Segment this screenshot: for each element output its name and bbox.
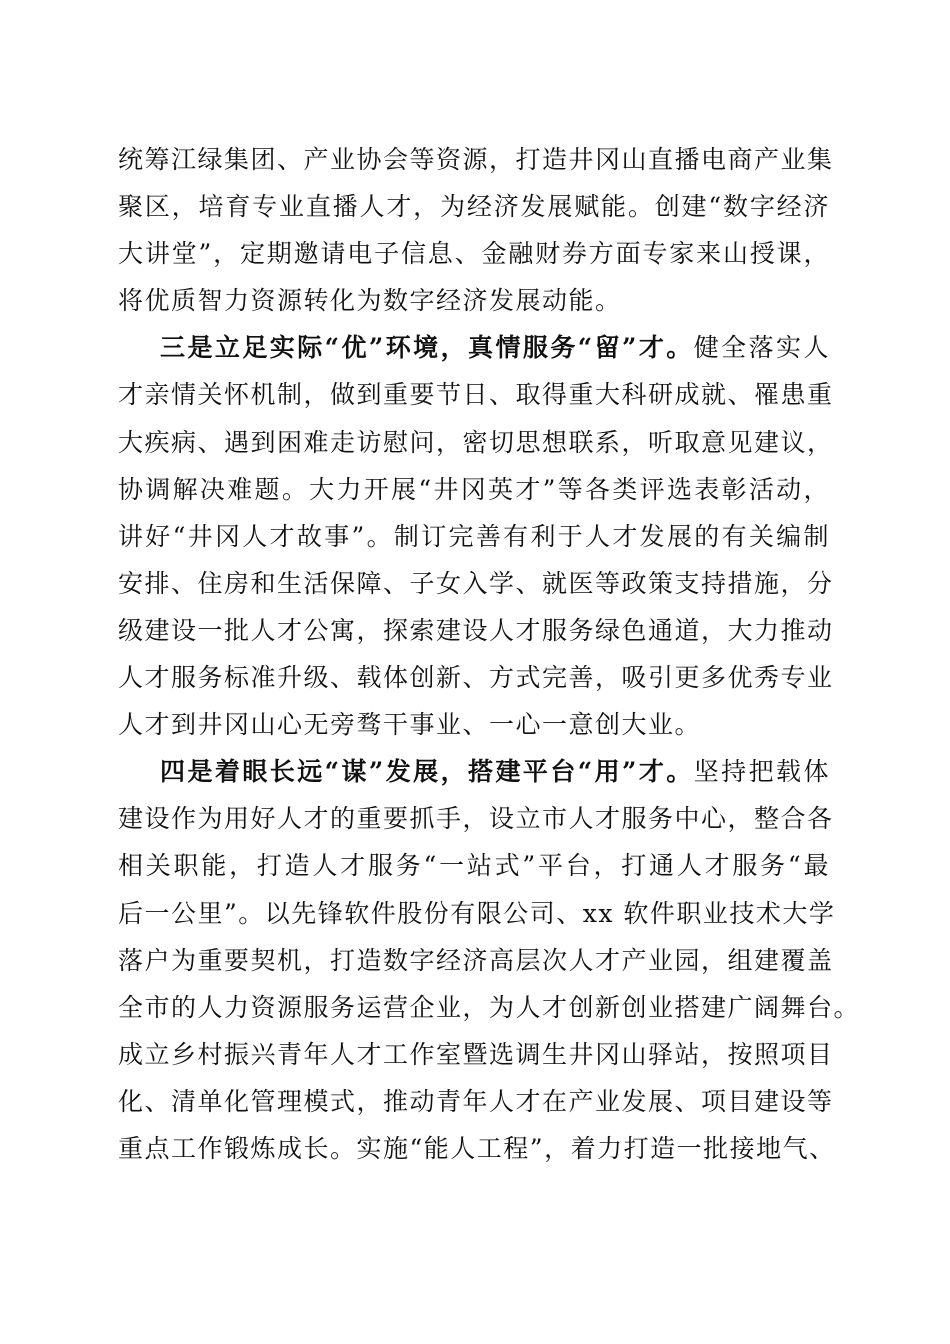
- paragraph-digital-economy: [118, 136, 834, 324]
- text-line: 后一公里”。以先锋软件股份有限公司、xx 软件职业技术大学: [118, 898, 836, 928]
- text-line: 将优质智力资源转化为数字经济发展动能。: [118, 286, 622, 316]
- paragraph-lead-heading: 三是立足实际“优”环境，真情服务“留”才。: [160, 333, 694, 363]
- text-line: 级建设一批人才公寓，探索建设人才服务绿色通道，大力推动: [118, 615, 834, 645]
- text-line: 成立乡村振兴青年人才工作室暨选调生井冈山驿站，按照项目: [118, 1039, 834, 1069]
- text-line: 人才服务标准升级、载体创新、方式完善，吸引更多优秀专业: [118, 663, 834, 693]
- text-line: 大讲堂”，定期邀请电子信息、金融财券方面专家来山授课，: [118, 239, 830, 269]
- text-line: 安排、住房和生活保障、子女入学、就医等政策支持措施，分: [118, 568, 834, 598]
- paragraph-retain-talent: [118, 324, 834, 748]
- text-line: [118, 324, 830, 371]
- text-line: 大疾病、遇到困难走访慰问，密切思想联系，听取意见建议，: [118, 427, 834, 457]
- document-body: [118, 136, 861, 1172]
- paragraph-lead-heading: 四是着眼长远“谋”发展，搭建平台“用”才。: [160, 757, 694, 787]
- text-line: 讲好“井冈人才故事”。制订完善有利于人才发展的有关编制: [118, 521, 830, 551]
- text-line: 全市的人力资源服务运营企业，为人才创新创业搭建广阔舞台。: [118, 992, 861, 1022]
- text-line: 统筹江绿集团、产业协会等资源，打造井冈山直播电商产业集: [118, 145, 834, 174]
- paragraph-use-talent: [118, 748, 861, 1172]
- text-line: 协调解决难题。大力开展“井冈英才”等各类评选表彰活动，: [118, 474, 830, 504]
- text-line: 才亲情关怀机制，做到重要节日、取得重大科研成就、罹患重: [118, 380, 834, 410]
- text-line: 化、清单化管理模式，推动青年人才在产业发展、项目建设等: [118, 1086, 834, 1116]
- text-fragment: 健全落实人: [693, 333, 830, 363]
- text-line: 落户为重要契机，打造数字经济高层次人才产业园，组建覆盖: [118, 945, 834, 975]
- text-line: 聚区，培育专业直播人才，为经济发展赋能。创建“数字经济: [118, 192, 830, 222]
- text-line: 人才到井冈山心无旁骛干事业、一心一意创大业。: [118, 710, 702, 740]
- text-line: 重点工作锻炼成长。实施“能人工程”，着力打造一批接地气、: [118, 1133, 836, 1163]
- text-line: 相关职能，打造人才服务“一站式”平台，打通人才服务“最: [118, 851, 830, 881]
- text-line: [118, 748, 830, 795]
- text-fragment: 坚持把载体: [693, 757, 830, 787]
- text-line: 建设作为用好人才的重要抓手，设立市人才服务中心，整合各: [118, 804, 834, 834]
